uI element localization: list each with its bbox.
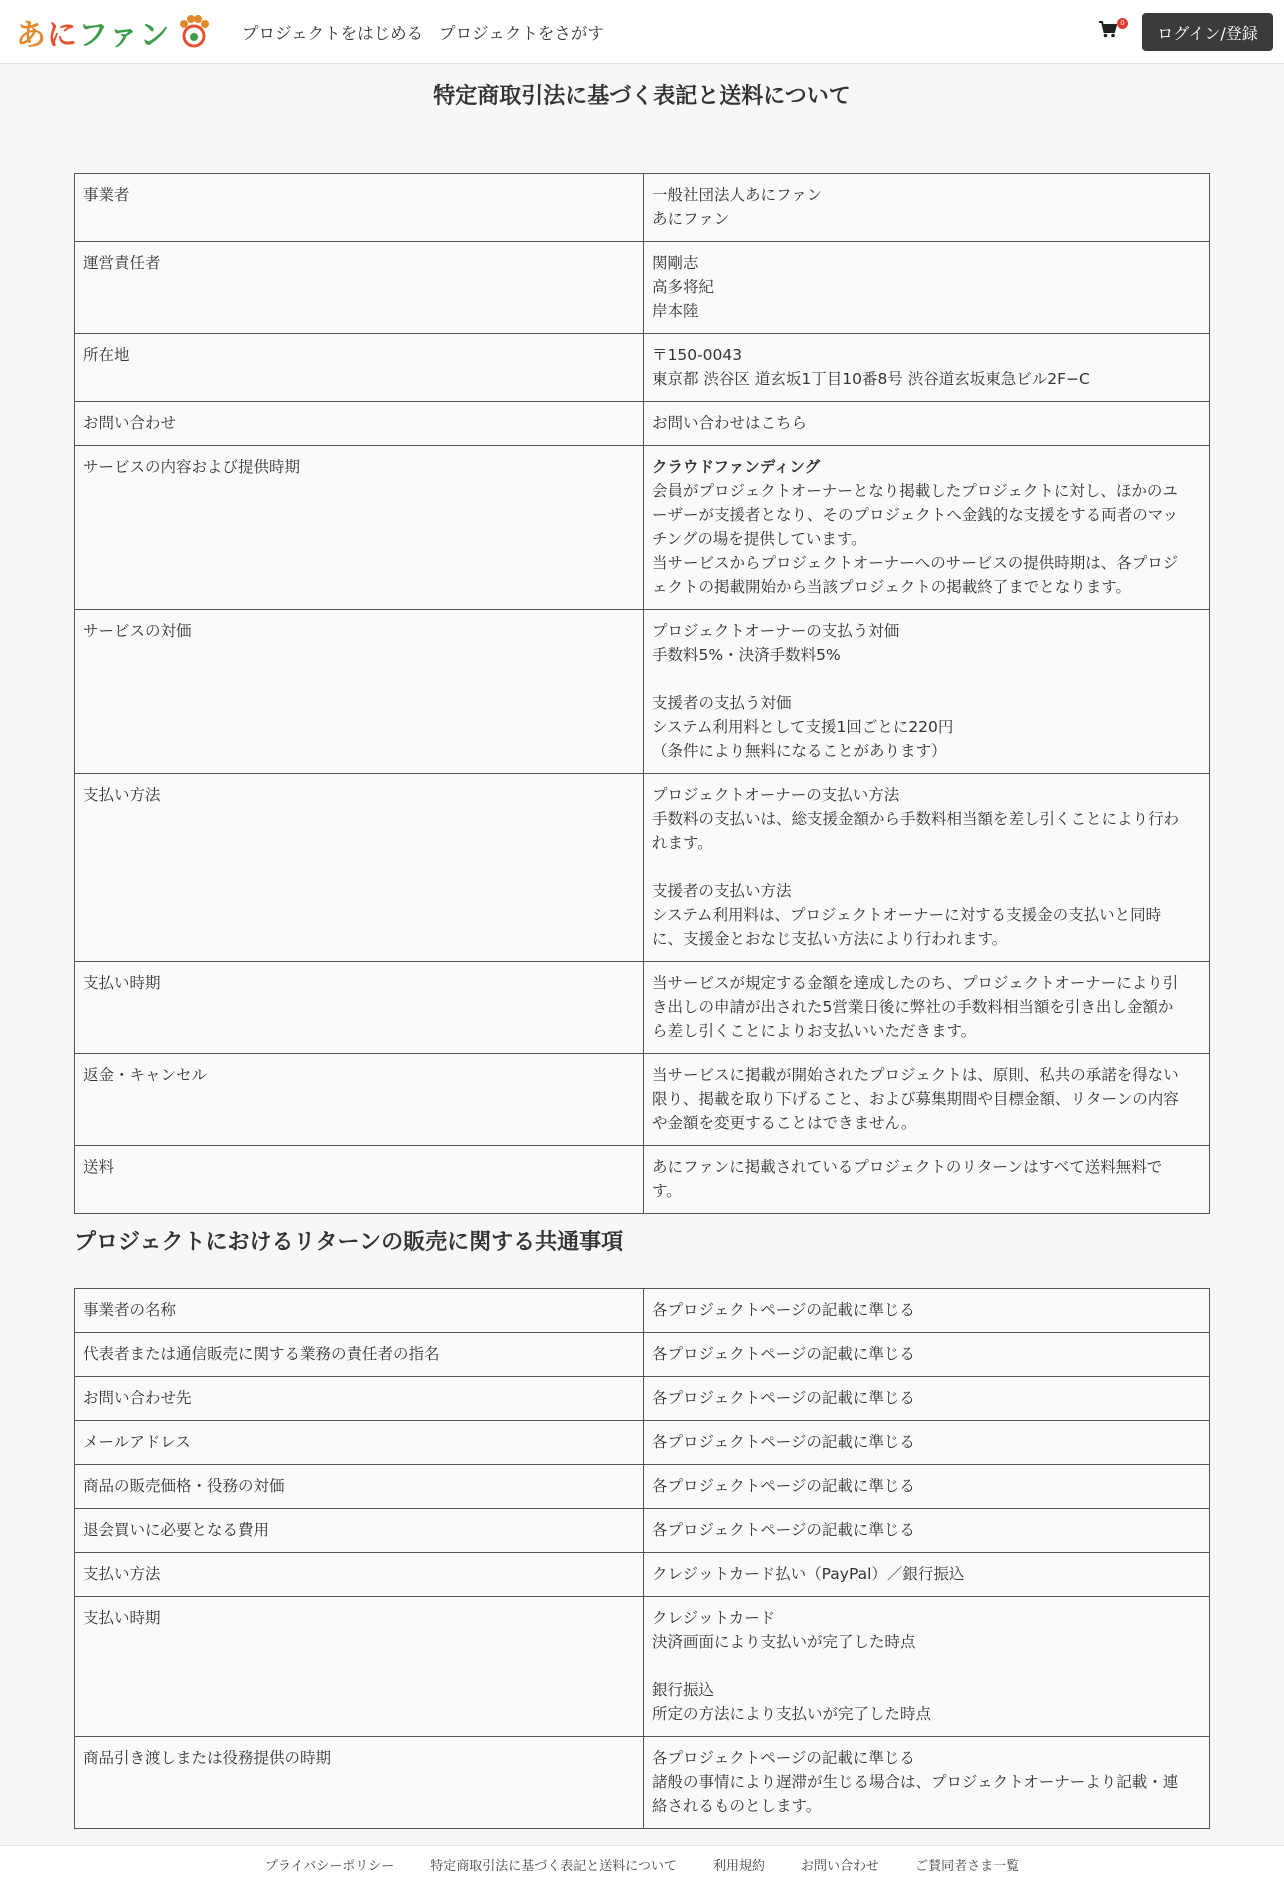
table-row bbox=[75, 1377, 1210, 1421]
row-label: 事業者の名称 bbox=[75, 1289, 644, 1333]
value-line: （条件により無料になることがあります） bbox=[652, 742, 947, 760]
table-row bbox=[75, 242, 1210, 334]
row-value bbox=[644, 962, 1210, 1054]
value-line: クレジットカード bbox=[652, 1609, 776, 1627]
logo-text bbox=[16, 10, 170, 54]
cart-icon bbox=[1098, 20, 1118, 38]
footer-link-supporters[interactable]: ご賛同者さま一覧 bbox=[915, 1859, 1020, 1874]
row-value bbox=[644, 1553, 1210, 1597]
row-label: 事業者 bbox=[75, 174, 644, 242]
nav-find-project[interactable]: プロジェクトをさがす bbox=[439, 24, 604, 43]
row-label: お問い合わせ先 bbox=[75, 1377, 644, 1421]
value-line: 支援者の支払う対価 bbox=[652, 694, 792, 712]
value-line bbox=[652, 855, 1201, 879]
value-line: に、支援金とおなじ支払い方法により行われます。 bbox=[652, 930, 1008, 948]
value-line: ら差し引くことによりお支払いいただきます。 bbox=[652, 1022, 977, 1040]
value-line: 手数料5%・決済手数料5% bbox=[652, 646, 841, 664]
footer-link-contact[interactable]: お問い合わせ bbox=[801, 1859, 880, 1874]
row-value bbox=[644, 242, 1210, 334]
table-row bbox=[75, 1146, 1210, 1214]
table-row bbox=[75, 774, 1210, 962]
section-heading-returns: プロジェクトにおけるリターンの販売に関する共通事項 bbox=[74, 1230, 624, 1255]
logo-char-a: あ bbox=[16, 18, 47, 53]
value-line: 当サービスに掲載が開始されたプロジェクトは、原則、私共の承諾を得ない bbox=[652, 1066, 1179, 1084]
row-label: 商品の販売価格・役務の対価 bbox=[75, 1465, 644, 1509]
row-value bbox=[644, 334, 1210, 402]
row-value bbox=[644, 174, 1210, 242]
paw-icon bbox=[176, 14, 212, 50]
row-value bbox=[644, 1054, 1210, 1146]
cart-count-badge: 0 bbox=[1117, 18, 1128, 29]
value-line bbox=[652, 1654, 1201, 1678]
row-label: 送料 bbox=[75, 1146, 644, 1214]
row-label: サービスの内容および提供時期 bbox=[75, 446, 644, 610]
row-value bbox=[644, 610, 1210, 774]
value-line: 一般社団法人あにファン bbox=[652, 186, 823, 204]
value-line: れます。 bbox=[652, 834, 713, 852]
row-value bbox=[644, 1289, 1210, 1333]
row-label: 代表者または通信販売に関する業務の責任者の指名 bbox=[75, 1333, 644, 1377]
value-line: き出しの申請が出された5営業日後に弊社の手数料相当額を引き出し金額か bbox=[652, 998, 1174, 1016]
value-line: 会員がプロジェクトオーナーとなり掲載したプロジェクトに対し、ほかのユ bbox=[652, 482, 1178, 500]
table-row bbox=[75, 1465, 1210, 1509]
table-row bbox=[75, 1054, 1210, 1146]
value-line: 〒150-0043 bbox=[652, 346, 743, 364]
table-row bbox=[75, 174, 1210, 242]
login-register-button[interactable]: ログイン/登録 bbox=[1142, 13, 1273, 51]
value-line: 関剛志 bbox=[652, 254, 699, 272]
value-line: 当サービスからプロジェクトオーナーへのサービスの提供時期は、各プロジ bbox=[652, 554, 1179, 572]
table-row bbox=[75, 1333, 1210, 1377]
value-line: クレジットカード払い（PayPal）／銀行振込 bbox=[652, 1565, 965, 1583]
footer-link-privacy[interactable]: プライバシーポリシー bbox=[264, 1859, 395, 1874]
table-row bbox=[75, 446, 1210, 610]
value-line: お問い合わせはこちら bbox=[652, 414, 808, 432]
value-line: 支援者の支払い方法 bbox=[652, 882, 792, 900]
row-label: 商品引き渡しまたは役務提供の時期 bbox=[75, 1737, 644, 1829]
logo-char-fan: ファン bbox=[78, 18, 171, 53]
value-line: あにファンに掲載されているプロジェクトのリターンはすべて送料無料で bbox=[652, 1158, 1163, 1176]
value-line: 当サービスが規定する金額を達成したのち、プロジェクトオーナーにより引 bbox=[652, 974, 1179, 992]
row-value bbox=[644, 1465, 1210, 1509]
value-line: プロジェクトオーナーの支払い方法 bbox=[652, 786, 900, 804]
returns-info-table bbox=[74, 1288, 1210, 1829]
value-line: 手数料の支払いは、総支援金額から手数料相当額を差し引くことにより行わ bbox=[652, 810, 1180, 828]
row-label: 支払い方法 bbox=[75, 774, 644, 962]
row-label: 支払い時期 bbox=[75, 962, 644, 1054]
footer-link-tokushoho[interactable]: 特定商取引法に基づく表記と送料について bbox=[430, 1859, 678, 1874]
table-row bbox=[75, 402, 1210, 446]
nav-links bbox=[242, 20, 604, 44]
row-value bbox=[644, 402, 1210, 446]
nav-start-project[interactable]: プロジェクトをはじめる bbox=[242, 24, 424, 43]
value-line bbox=[652, 667, 1201, 691]
table-row bbox=[75, 962, 1210, 1054]
value-line: 各プロジェクトページの記載に準じる bbox=[652, 1477, 915, 1495]
row-value bbox=[644, 1421, 1210, 1465]
row-value bbox=[644, 774, 1210, 962]
footer-link-terms[interactable]: 利用規約 bbox=[713, 1859, 766, 1874]
value-line: や金額を変更することはできません。 bbox=[652, 1114, 917, 1132]
row-label: 退会買いに必要となる費用 bbox=[75, 1509, 644, 1553]
row-value bbox=[644, 1146, 1210, 1214]
value-line: 諸般の事情により遅滞が生じる場合は、プロジェクトオーナーより記載・連 bbox=[652, 1773, 1179, 1791]
footer-links bbox=[265, 1855, 1019, 1874]
page-title: 特定商取引法に基づく表記と送料について bbox=[433, 84, 851, 109]
value-line: 所定の方法により支払いが完了した時点 bbox=[652, 1705, 932, 1723]
returns-info-table-wrapper bbox=[74, 1288, 1210, 1829]
value-line: 各プロジェクトページの記載に準じる bbox=[652, 1749, 915, 1767]
value-line: 絡されるものとします。 bbox=[652, 1797, 822, 1815]
row-label: 支払い方法 bbox=[75, 1553, 644, 1597]
business-info-table-wrapper bbox=[74, 173, 1210, 1214]
row-value bbox=[644, 446, 1210, 610]
value-line: 各プロジェクトページの記載に準じる bbox=[652, 1345, 915, 1363]
row-label: お問い合わせ bbox=[75, 402, 644, 446]
navbar bbox=[0, 0, 1284, 64]
table-row bbox=[75, 1553, 1210, 1597]
row-value bbox=[644, 1377, 1210, 1421]
section2-heading-wrapper bbox=[74, 1225, 1210, 1256]
table-row bbox=[75, 1421, 1210, 1465]
table-row bbox=[75, 1597, 1210, 1737]
row-label: 所在地 bbox=[75, 334, 644, 402]
row-value bbox=[644, 1737, 1210, 1829]
value-line: 各プロジェクトページの記載に準じる bbox=[652, 1521, 915, 1539]
value-line: 銀行振込 bbox=[652, 1681, 715, 1699]
row-label: 運営責任者 bbox=[75, 242, 644, 334]
row-label: 支払い時期 bbox=[75, 1597, 644, 1737]
value-line: チングの場を提供しています。 bbox=[652, 530, 867, 548]
value-line: プロジェクトオーナーの支払う対価 bbox=[652, 622, 900, 640]
row-label: メールアドレス bbox=[75, 1421, 644, 1465]
table-row bbox=[75, 1509, 1210, 1553]
cart-button[interactable] bbox=[1098, 19, 1125, 42]
row-value bbox=[644, 1509, 1210, 1553]
value-line: システム利用料として支援1回ごとに220円 bbox=[652, 718, 954, 736]
value-line: システム利用料は、プロジェクトオーナーに対する支援金の支払いと同時 bbox=[652, 906, 1162, 924]
value-line: 岸本陸 bbox=[652, 302, 699, 320]
value-line: 限り、掲載を取り下げること、および募集期間や目標金額、リターンの内容 bbox=[652, 1090, 1179, 1108]
value-line: す。 bbox=[652, 1182, 682, 1200]
site-logo[interactable] bbox=[16, 10, 212, 54]
value-line: 各プロジェクトページの記載に準じる bbox=[652, 1301, 915, 1319]
value-line: 各プロジェクトページの記載に準じる bbox=[652, 1389, 915, 1407]
value-line: 決済画面により支払いが完了した時点 bbox=[652, 1633, 916, 1651]
business-info-table bbox=[74, 173, 1210, 1214]
table-row bbox=[75, 1737, 1210, 1829]
value-line: ェクトの掲載開始から当該プロジェクトの掲載終了までとなります。 bbox=[652, 578, 1131, 596]
table-row bbox=[75, 334, 1210, 402]
table-row bbox=[75, 610, 1210, 774]
value-line: 各プロジェクトページの記載に準じる bbox=[652, 1433, 915, 1451]
row-label: サービスの対価 bbox=[75, 610, 644, 774]
row-label: 返金・キャンセル bbox=[75, 1054, 644, 1146]
value-line: クラウドファンディング bbox=[652, 458, 821, 476]
logo-char-ni: に bbox=[47, 18, 78, 53]
row-value bbox=[644, 1333, 1210, 1377]
value-line: あにファン bbox=[652, 210, 730, 228]
value-line: 高多将紀 bbox=[652, 278, 715, 296]
value-line: ーザーが支援者となり、そのプロジェクトへ金銭的な支援をする両者のマッ bbox=[652, 506, 1179, 524]
table-row bbox=[75, 1289, 1210, 1333]
value-line: 東京都 渋谷区 道玄坂1丁目10番8号 渋谷道玄坂東急ビル2F−C bbox=[652, 370, 1090, 388]
row-value bbox=[644, 1597, 1210, 1737]
footer bbox=[0, 1845, 1284, 1883]
